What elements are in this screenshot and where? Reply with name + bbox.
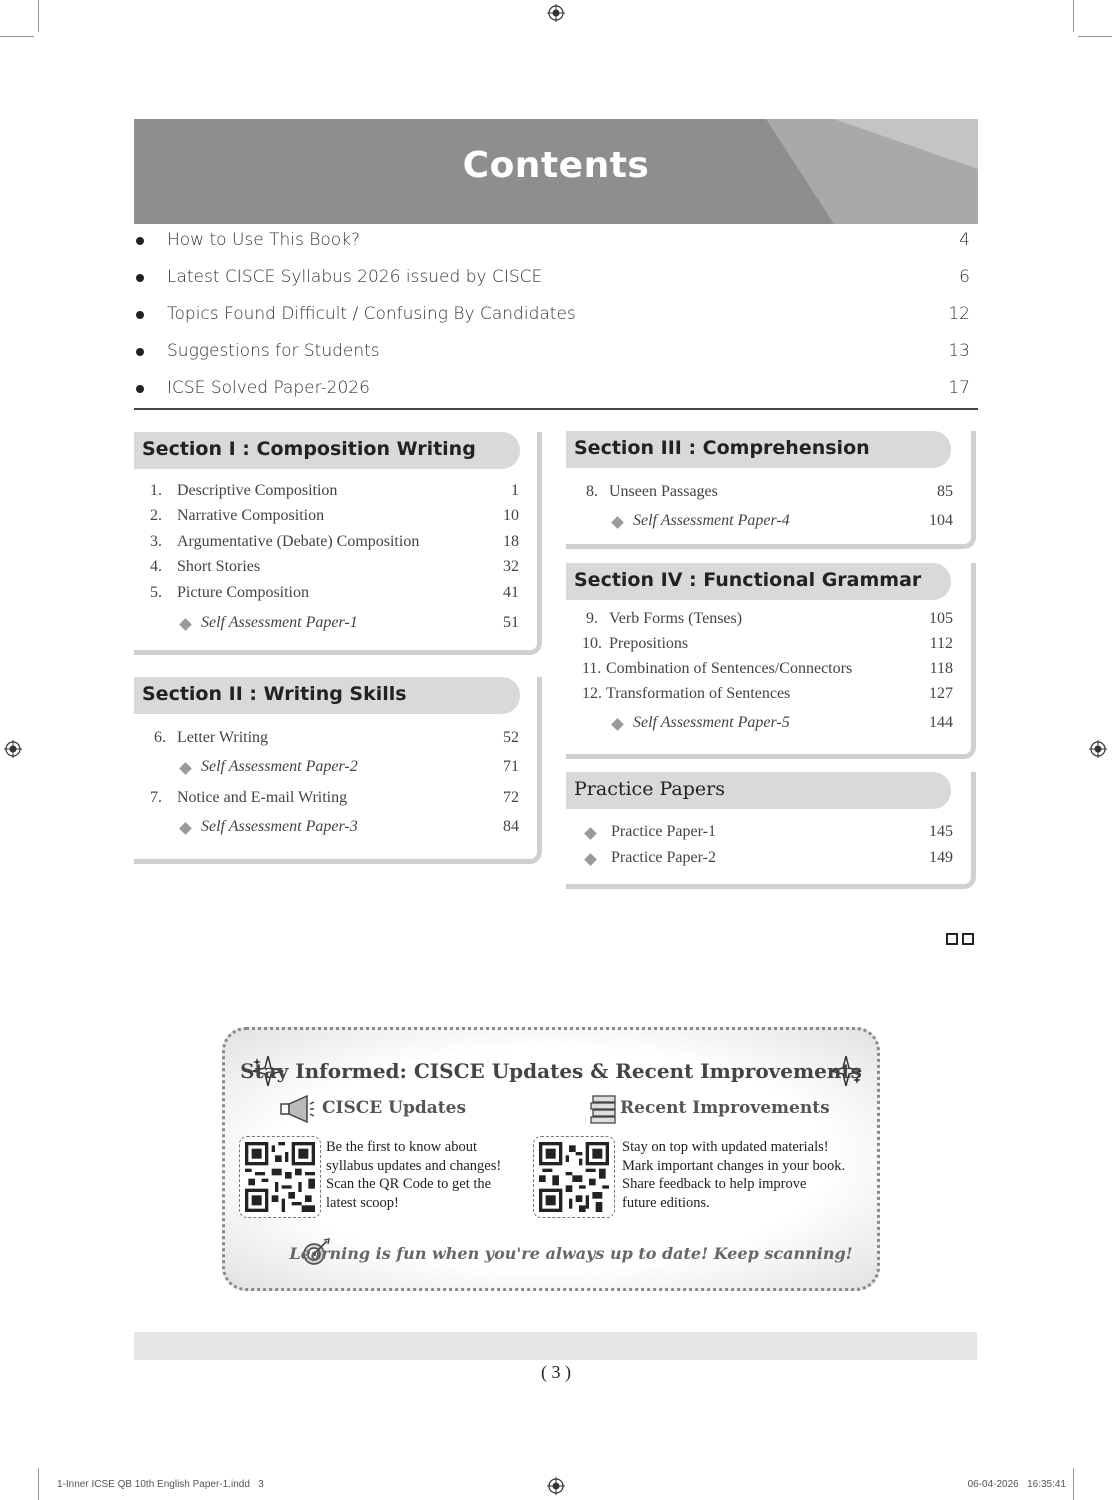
- entry-label: Self Assessment Paper-3: [201, 818, 358, 835]
- entry-page: 149: [929, 849, 953, 866]
- text-line: future editions.: [622, 1194, 710, 1211]
- entry-page: 145: [929, 823, 953, 840]
- diamond-bullet-icon: [179, 618, 192, 631]
- entry-number: 8.: [586, 483, 598, 500]
- section-3-box: [566, 431, 976, 549]
- entry-page: 112: [929, 635, 953, 652]
- toc-entry: [134, 729, 537, 751]
- entry-label: Prepositions: [609, 635, 689, 652]
- entry-page: 72: [503, 789, 519, 806]
- entry-number: 11.: [582, 660, 602, 677]
- entry-label: Short Stories: [177, 558, 261, 575]
- entry-label: Self Assessment Paper-2: [201, 758, 358, 775]
- entry-number: 4.: [150, 558, 162, 575]
- cisce-updates-heading: CISCE Updates: [322, 1098, 467, 1118]
- entry-page: 84: [503, 818, 519, 835]
- entry-page: 51: [503, 614, 519, 631]
- practice-papers-box: [566, 772, 976, 889]
- page-number: ( 3 ): [541, 1362, 571, 1382]
- entry-number: 3.: [150, 533, 162, 550]
- entry-label: Practice Paper-1: [611, 823, 716, 840]
- item-page: 17: [948, 378, 970, 398]
- item-page: 6: [959, 267, 970, 287]
- recent-improvements-text: [622, 1138, 845, 1212]
- toc-entry-self-assessment: [134, 758, 537, 780]
- section-heading: Section I : Composition Writing: [134, 432, 520, 469]
- stacked-books-icon: [590, 1094, 618, 1124]
- info-box-title: Stay Informed: CISCE Updates & Recent Improvements: [240, 1059, 862, 1083]
- page-title: Contents: [462, 145, 650, 186]
- entry-page: 144: [929, 714, 953, 731]
- crop-mark: [1078, 36, 1112, 37]
- entry-label: Combination of Sentences/Connectors: [606, 660, 853, 677]
- entry-label: Self Assessment Paper-4: [633, 512, 790, 529]
- cisce-updates-text: [326, 1138, 501, 1212]
- bullet-icon: [136, 311, 144, 319]
- toc-entry: [134, 533, 537, 555]
- toc-entry: [566, 823, 971, 845]
- registration-mark-icon: [547, 4, 565, 22]
- toc-entry: [134, 558, 537, 580]
- entry-page: 18: [503, 533, 519, 550]
- list-item: [134, 372, 978, 409]
- section-heading: Section II : Writing Skills: [134, 677, 520, 714]
- registration-mark-icon: [4, 740, 22, 758]
- section-2-box: [134, 677, 542, 864]
- entry-label: Argumentative (Debate) Composition: [177, 533, 420, 550]
- entry-page: 71: [503, 758, 519, 775]
- item-label: Latest CISCE Syllabus 2026 issued by CISCE: [167, 267, 543, 287]
- entry-number: 12.: [582, 685, 602, 702]
- text-line: Mark important changes in your book.: [622, 1157, 846, 1174]
- entry-label: Unseen Passages: [609, 483, 718, 500]
- list-item: [134, 298, 978, 335]
- section-4-box: [566, 563, 976, 759]
- list-item: [134, 335, 978, 372]
- item-label: ICSE Solved Paper-2026: [167, 378, 370, 398]
- section-heading: Section IV : Functional Grammar: [566, 563, 951, 600]
- toc-entry: [134, 584, 537, 606]
- entry-page: 41: [503, 584, 519, 601]
- entry-label: Self Assessment Paper-5: [633, 714, 790, 731]
- entry-page: 118: [929, 660, 953, 677]
- bullet-icon: [136, 274, 144, 282]
- entry-page: 104: [929, 512, 953, 529]
- registration-mark-icon: [1089, 740, 1107, 758]
- item-page: 13: [948, 341, 970, 361]
- entry-number: 9.: [586, 610, 598, 627]
- toc-entry-self-assessment: [134, 818, 537, 840]
- bullet-icon: [136, 237, 144, 245]
- section-1-box: [134, 432, 542, 655]
- crop-mark: [1073, 0, 1074, 32]
- entry-page: 1: [511, 482, 519, 499]
- section-heading: Section III : Comprehension: [566, 431, 951, 468]
- entry-number: 7.: [150, 789, 162, 806]
- toc-entry: [134, 507, 537, 529]
- text-line: Be the first to know about: [326, 1139, 478, 1155]
- text-line: syllabus updates and changes!: [326, 1157, 502, 1174]
- updates-info-box: [222, 1027, 880, 1291]
- item-page: 4: [959, 230, 970, 250]
- diamond-bullet-icon: [611, 516, 624, 529]
- section-heading: Practice Papers: [566, 772, 951, 809]
- entry-number: 2.: [150, 507, 162, 524]
- divider: [134, 408, 978, 410]
- entry-number: 10.: [582, 635, 602, 652]
- text-line: Stay on top with updated materials!: [622, 1139, 829, 1155]
- footer-bar: [134, 1332, 977, 1360]
- bullet-icon: [136, 348, 144, 356]
- entry-label: Self Assessment Paper-1: [201, 614, 358, 631]
- qr-code-cisce-updates[interactable]: [239, 1136, 321, 1218]
- diamond-bullet-icon: [611, 718, 624, 731]
- entry-label: Transformation of Sentences: [606, 685, 791, 702]
- toc-entry: [566, 635, 971, 657]
- item-page: 12: [948, 304, 970, 324]
- toc-entry: [566, 660, 971, 682]
- crop-mark: [38, 1468, 39, 1500]
- entry-number: 6.: [154, 729, 166, 746]
- intro-list: [134, 224, 978, 409]
- end-mark-icon: [946, 933, 958, 945]
- entry-number: 1.: [150, 482, 162, 499]
- entry-page: 127: [929, 685, 953, 702]
- slug-date: 06-04-2026 16:35:41: [967, 1479, 1066, 1490]
- text-line: latest scoop!: [326, 1194, 399, 1211]
- toc-entry: [566, 610, 971, 632]
- entry-label: Letter Writing: [177, 729, 269, 746]
- registration-mark-icon: [547, 1477, 565, 1495]
- toc-entry: [566, 685, 971, 707]
- bullet-icon: [136, 385, 144, 393]
- diamond-bullet-icon: [584, 853, 597, 866]
- entry-label: Verb Forms (Tenses): [609, 610, 743, 627]
- megaphone-icon: [279, 1094, 315, 1124]
- crop-mark: [38, 0, 39, 32]
- toc-entry-self-assessment: [566, 512, 971, 534]
- info-box-footer: Learning is fun when you're always up to date! Keep scanning!: [289, 1244, 853, 1263]
- list-item: [134, 224, 978, 261]
- end-mark-icon: [962, 933, 974, 945]
- toc-entry: [134, 789, 537, 811]
- entry-number: 5.: [150, 584, 162, 601]
- contents-banner: [134, 119, 978, 224]
- toc-entry: [566, 483, 971, 505]
- entry-page: 52: [503, 729, 519, 746]
- qr-code-recent-improvements[interactable]: [533, 1136, 615, 1218]
- qr-code-icon: [539, 1142, 609, 1212]
- diamond-bullet-icon: [584, 827, 597, 840]
- recent-improvements-heading: Recent Improvements: [620, 1098, 830, 1118]
- crop-mark: [0, 36, 34, 37]
- entry-label: Practice Paper-2: [611, 849, 716, 866]
- entry-page: 105: [929, 610, 953, 627]
- entry-page: 10: [503, 507, 519, 524]
- diamond-bullet-icon: [179, 762, 192, 775]
- entry-label: Picture Composition: [177, 584, 309, 601]
- crop-mark: [1073, 1468, 1074, 1500]
- entry-label: Narrative Composition: [177, 507, 325, 524]
- qr-code-icon: [245, 1142, 315, 1212]
- entry-page: 32: [503, 558, 519, 575]
- toc-entry: [566, 849, 971, 871]
- toc-entry-self-assessment: [566, 714, 971, 736]
- diamond-bullet-icon: [179, 822, 192, 835]
- item-label: Topics Found Difficult / Confusing By Candidates: [167, 304, 576, 324]
- text-line: Share feedback to help improve: [622, 1176, 807, 1192]
- list-item: [134, 261, 978, 298]
- toc-entry: [134, 482, 537, 504]
- slug-file-info: 1-Inner ICSE QB 10th English Paper-1.indd 3: [57, 1479, 264, 1490]
- text-line: Scan the QR Code to get the: [326, 1176, 492, 1192]
- item-label: How to Use This Book?: [167, 230, 361, 250]
- entry-label: Notice and E-mail Writing: [177, 789, 348, 806]
- toc-entry-self-assessment: [134, 614, 537, 636]
- entry-label: Descriptive Composition: [177, 482, 338, 499]
- entry-page: 85: [937, 483, 953, 500]
- item-label: Suggestions for Students: [167, 341, 380, 361]
